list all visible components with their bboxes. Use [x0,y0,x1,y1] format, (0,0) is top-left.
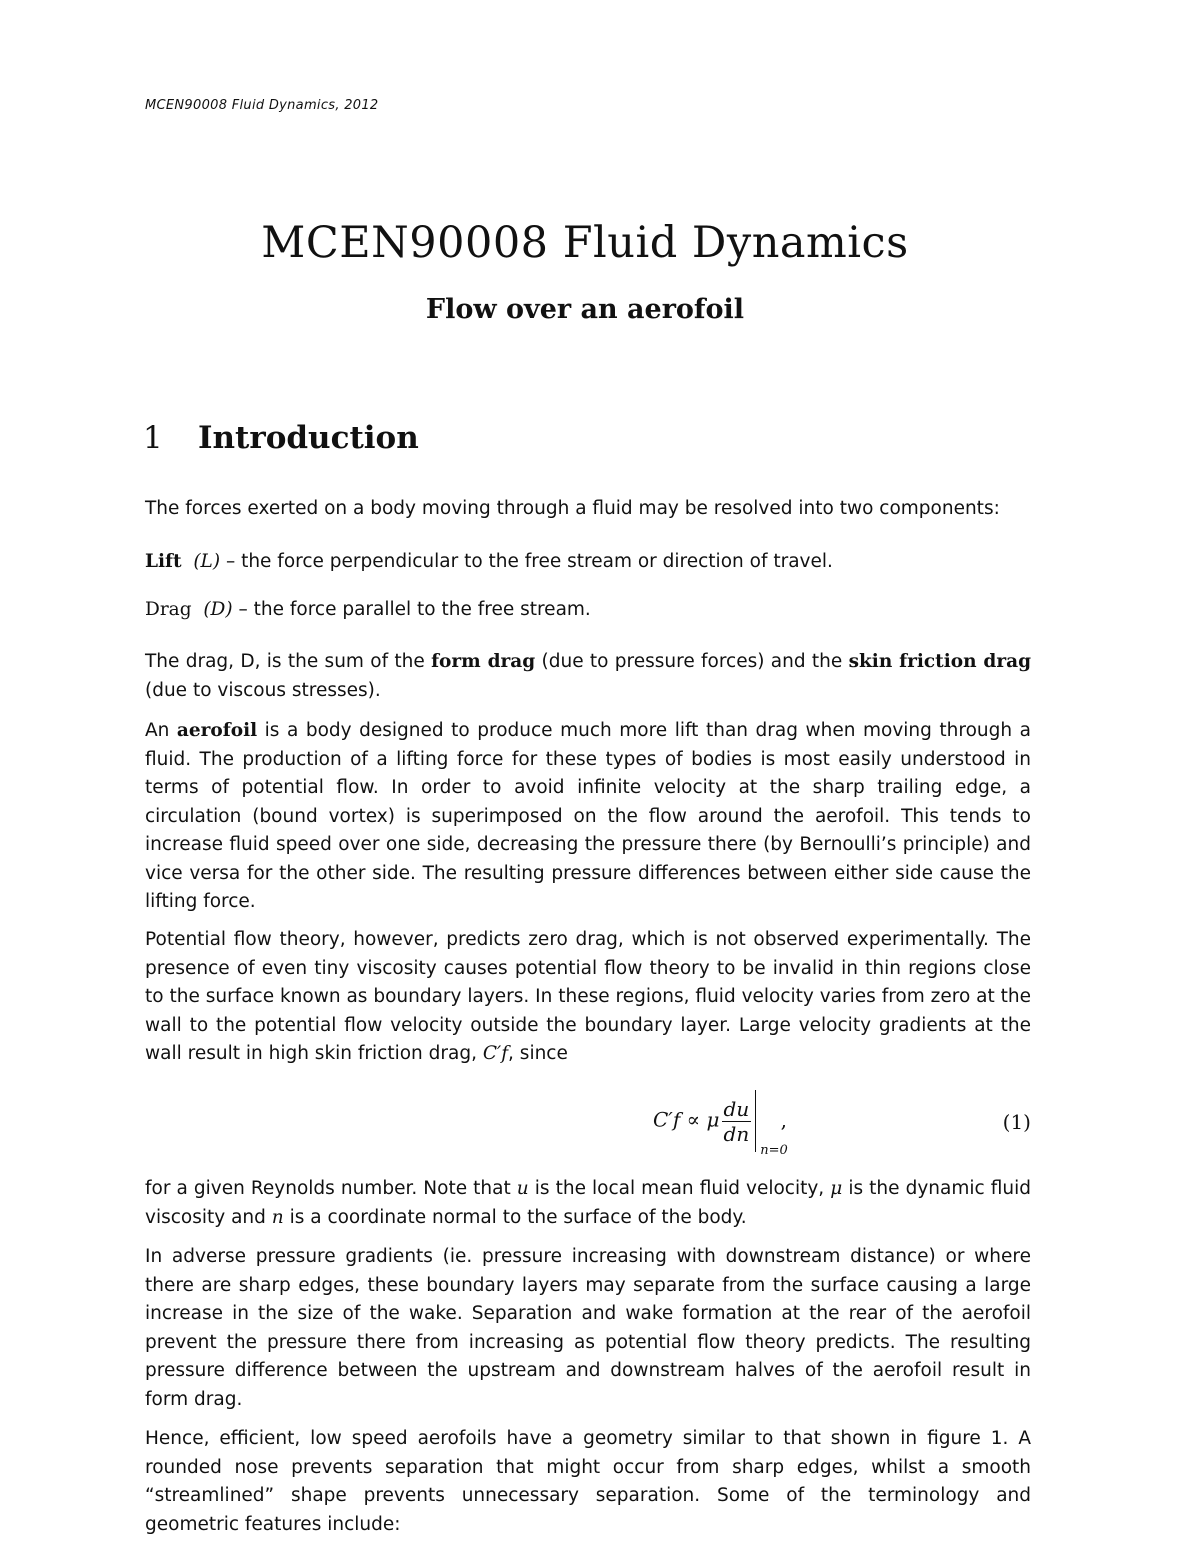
section-heading [143,420,419,456]
form-drag-term: form drag [431,651,536,672]
skin-friction-symbol: C′f [482,1043,509,1064]
lift-symbol: (L) [193,551,221,572]
reynolds-paragraph: for a given Reynolds number. Note that u is the local mean fluid velocity, μ is the dynamic fluid viscosity and n is a coordinate normal to the surface of the body. [145,1178,1031,1228]
eq-derivative [722,1097,752,1146]
skin-friction-drag-term: skin friction drag [848,651,1032,672]
lift-text: – the force perpendicular to the free stream or direction of travel. [225,551,833,572]
eq-lhs: C′f [653,1107,681,1132]
geometry-paragraph: Hence, efficient, low speed aerofoils have a geometry similar to that shown in figure 1. A rounded nose prevents separation that might occur from sharp edges, whilst a smooth “streamlined” shape prevents unnecessary separation. Some of the terminology and geometric features include: [145,1428,1031,1535]
equation-number: (1) [1002,1110,1031,1134]
equation-1 [145,1090,1031,1166]
eq-denominator: dn [723,1121,750,1146]
running-header: MCEN90008 Fluid Dynamics, 2012 [145,98,379,113]
aerofoil-paragraph: An aerofoil is a body designed to produce much more lift than drag when moving through a fluid. The production of a lifting force for these types of bodies is most easily understood in terms of potential flow. In order to avoid infinite velocity at the sharp trailing edge, a circulation (bound vortex) is superimposed on the flow around the aerofoil. This tends to increase fluid speed over one side, decreasing the pressure there (by Bernoulli’s principle) and vice versa for the other side. The resulting pressure differences between either side cause the lifting force. [145,720,1031,912]
eq-punct: , [780,1107,787,1132]
lift-term: Lift [145,551,182,572]
section-title: Introduction [198,420,419,456]
document-title: MCEN90008 Fluid Dynamics [261,218,909,268]
lift-definition [145,548,1031,577]
adverse-pressure-paragraph: In adverse pressure gradients (ie. pressure increasing with downstream distance) or where there are sharp edges, these boundary layers may separate from the surface causing a large increase in the size of the wake. Separation and wake formation at the rear of the aerofoil prevent the pressure there from increasing as potential flow theory predicts. The resulting pressure difference between the upstream and downstream halves of the aerofoil result in form drag. [145,1246,1031,1410]
drag-text: – the force parallel to the free stream. [238,599,591,620]
eq-eval-point: n=0 [760,1143,788,1158]
potential-flow-paragraph: Potential flow theory, however, predicts zero drag, which is not observed experimentally. The presence of even tiny viscosity causes potential flow theory to be invalid in thin regions close to the surface known as boundary layers. In these regions, fluid velocity varies from zero at the wall to the potential flow velocity outside the boundary layer. Large velocity gradients at the wall result in high skin friction drag, C′f, since [145,929,1031,1064]
eq-evaluation-bar [755,1090,788,1158]
equation-body [653,1090,788,1158]
section-number: 1 [143,420,163,456]
eq-proportional: ∝ [686,1107,701,1132]
drag-definition [145,596,1031,625]
drag-term: Drag [145,599,192,620]
eq-numerator: du [723,1096,750,1121]
intro-paragraph: The forces exerted on a body moving through a fluid may be resolved into two components: [145,498,1000,519]
document-subtitle: Flow over an aerofoil [425,294,745,325]
drag-paragraph: The drag, D, is the sum of the form drag (due to pressure forces) and the skin friction drag (due to viscous stresses). [145,651,1032,701]
aerofoil-term: aerofoil [176,720,258,741]
eq-mu: μ [706,1107,720,1132]
drag-symbol: (D) [203,599,233,620]
